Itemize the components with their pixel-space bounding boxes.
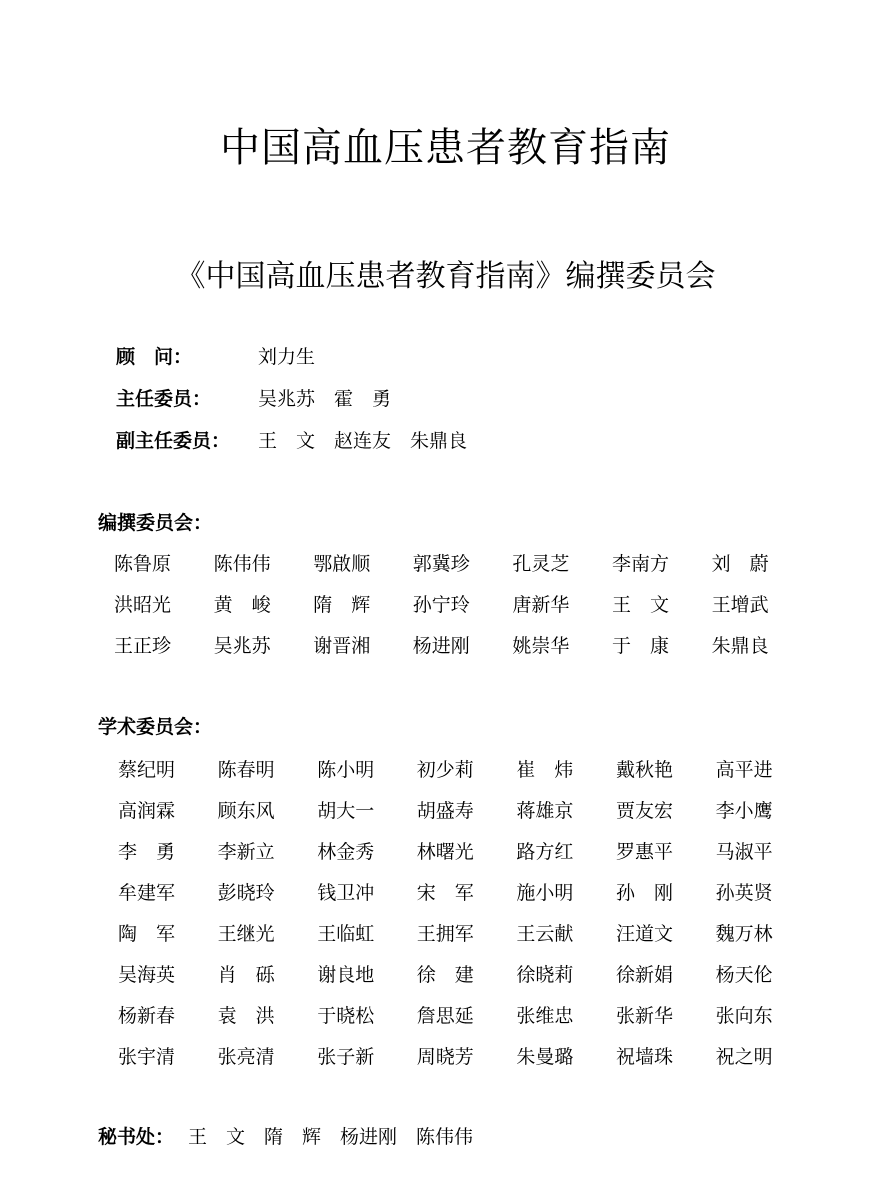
officer-value: 王 文 赵连友 朱鼎良 (258, 430, 468, 452)
member-name: 张维忠 (516, 1005, 574, 1027)
officer-label: 顾 问： (116, 346, 193, 368)
member-name: 詹思延 (416, 1005, 474, 1027)
officer-chair (116, 386, 391, 412)
member-name: 李南方 (611, 553, 669, 575)
member-name: 胡大一 (317, 800, 375, 822)
committee-title: 《中国高血压患者教育指南》编撰委员会 (175, 259, 716, 294)
member-name: 宋 军 (416, 882, 474, 904)
academic-committee-grid (118, 757, 815, 1085)
member-name: 施小明 (516, 882, 574, 904)
member-name: 刘 蔚 (711, 553, 769, 575)
member-name: 祝墙珠 (615, 1046, 673, 1068)
member-name: 谢良地 (317, 964, 375, 986)
member-name: 朱鼎良 (711, 635, 769, 657)
member-name: 郭冀珍 (412, 553, 470, 575)
member-name: 祝之明 (715, 1046, 773, 1068)
member-name: 初少莉 (416, 759, 474, 781)
member-name: 唐新华 (512, 594, 570, 616)
officer-advisor (116, 344, 315, 370)
member-name: 王增武 (711, 594, 769, 616)
member-name: 贾友宏 (615, 800, 673, 822)
member-name: 王正珍 (114, 635, 172, 657)
member-row (118, 798, 815, 839)
member-name: 陈伟伟 (213, 553, 271, 575)
member-row (114, 551, 811, 592)
member-name: 路方红 (516, 841, 574, 863)
member-name: 张亮清 (217, 1046, 275, 1068)
member-name: 高平进 (715, 759, 773, 781)
member-name: 于晓松 (317, 1005, 375, 1027)
member-row (118, 880, 815, 921)
editorial-committee-grid (114, 551, 811, 674)
member-name: 吴兆苏 (213, 635, 271, 657)
member-row (118, 1003, 815, 1044)
member-name: 李小鹰 (715, 800, 773, 822)
member-name: 谢晋湘 (313, 635, 371, 657)
member-name: 黄 峻 (213, 594, 271, 616)
member-name: 杨进刚 (412, 635, 470, 657)
officer-value: 刘力生 (258, 346, 316, 368)
member-name: 张子新 (317, 1046, 375, 1068)
editorial-committee-heading: 编撰委员会： (98, 512, 213, 534)
officer-value: 吴兆苏 霍 勇 (258, 388, 392, 410)
member-name: 林曙光 (416, 841, 474, 863)
member-name: 朱曼璐 (516, 1046, 574, 1068)
member-name: 吴海英 (118, 964, 176, 986)
member-name: 姚崇华 (512, 635, 570, 657)
member-name: 王继光 (217, 923, 275, 945)
member-name: 周晓芳 (416, 1046, 474, 1068)
member-name: 蔡纪明 (118, 759, 176, 781)
member-row (118, 1044, 815, 1085)
member-name: 李 勇 (118, 841, 176, 863)
member-name: 袁 洪 (217, 1005, 275, 1027)
member-name: 崔 炜 (516, 759, 574, 781)
member-name: 孙 刚 (615, 882, 673, 904)
secretariat-label: 秘书处： (98, 1126, 175, 1148)
member-name: 蒋雄京 (516, 800, 574, 822)
officer-label: 副主任委员： (116, 430, 231, 452)
member-name: 王 文 (611, 594, 669, 616)
member-name: 杨新春 (118, 1005, 176, 1027)
member-name: 魏万林 (715, 923, 773, 945)
member-name: 肖 砾 (217, 964, 275, 986)
member-name: 杨天伦 (715, 964, 773, 986)
member-row (118, 921, 815, 962)
member-row (118, 757, 815, 798)
member-name: 洪昭光 (114, 594, 172, 616)
member-row (114, 592, 811, 633)
member-name: 王云献 (516, 923, 574, 945)
secretariat-members: 王 文 隋 辉 杨进刚 陈伟伟 (188, 1126, 474, 1148)
member-name: 鄂啟顺 (313, 553, 371, 575)
member-name: 于 康 (611, 635, 669, 657)
member-name: 陈鲁原 (114, 553, 172, 575)
member-name: 戴秋艳 (615, 759, 673, 781)
member-name: 陈春明 (217, 759, 275, 781)
member-name: 隋 辉 (313, 594, 371, 616)
member-name: 陈小明 (317, 759, 375, 781)
member-name: 马淑平 (715, 841, 773, 863)
member-name: 罗惠平 (615, 841, 673, 863)
member-name: 牟建军 (118, 882, 176, 904)
member-name: 徐新娟 (615, 964, 673, 986)
officer-vice-chair (116, 428, 467, 454)
member-name: 徐 建 (416, 964, 474, 986)
secretariat (98, 1124, 473, 1150)
member-name: 彭晓玲 (217, 882, 275, 904)
member-name: 孙英贤 (715, 882, 773, 904)
member-name: 张宇清 (118, 1046, 176, 1068)
member-name: 王临虹 (317, 923, 375, 945)
member-name: 顾东风 (217, 800, 275, 822)
member-name: 徐晓莉 (516, 964, 574, 986)
member-name: 李新立 (217, 841, 275, 863)
member-name: 钱卫冲 (317, 882, 375, 904)
member-name: 汪道文 (615, 923, 673, 945)
member-row (114, 633, 811, 674)
member-row (118, 839, 815, 880)
member-name: 高润霖 (118, 800, 176, 822)
member-name: 孙宁玲 (412, 594, 470, 616)
officer-label: 主任委员： (116, 388, 212, 410)
member-name: 张向东 (715, 1005, 773, 1027)
member-name: 胡盛寿 (416, 800, 474, 822)
member-name: 陶 军 (118, 923, 176, 945)
member-name: 张新华 (615, 1005, 673, 1027)
member-name: 孔灵芝 (512, 553, 570, 575)
member-name: 王拥军 (416, 923, 474, 945)
member-row (118, 962, 815, 1003)
academic-committee-heading: 学术委员会： (98, 716, 213, 738)
document-title: 中国高血压患者教育指南 (220, 125, 671, 171)
member-name: 林金秀 (317, 841, 375, 863)
